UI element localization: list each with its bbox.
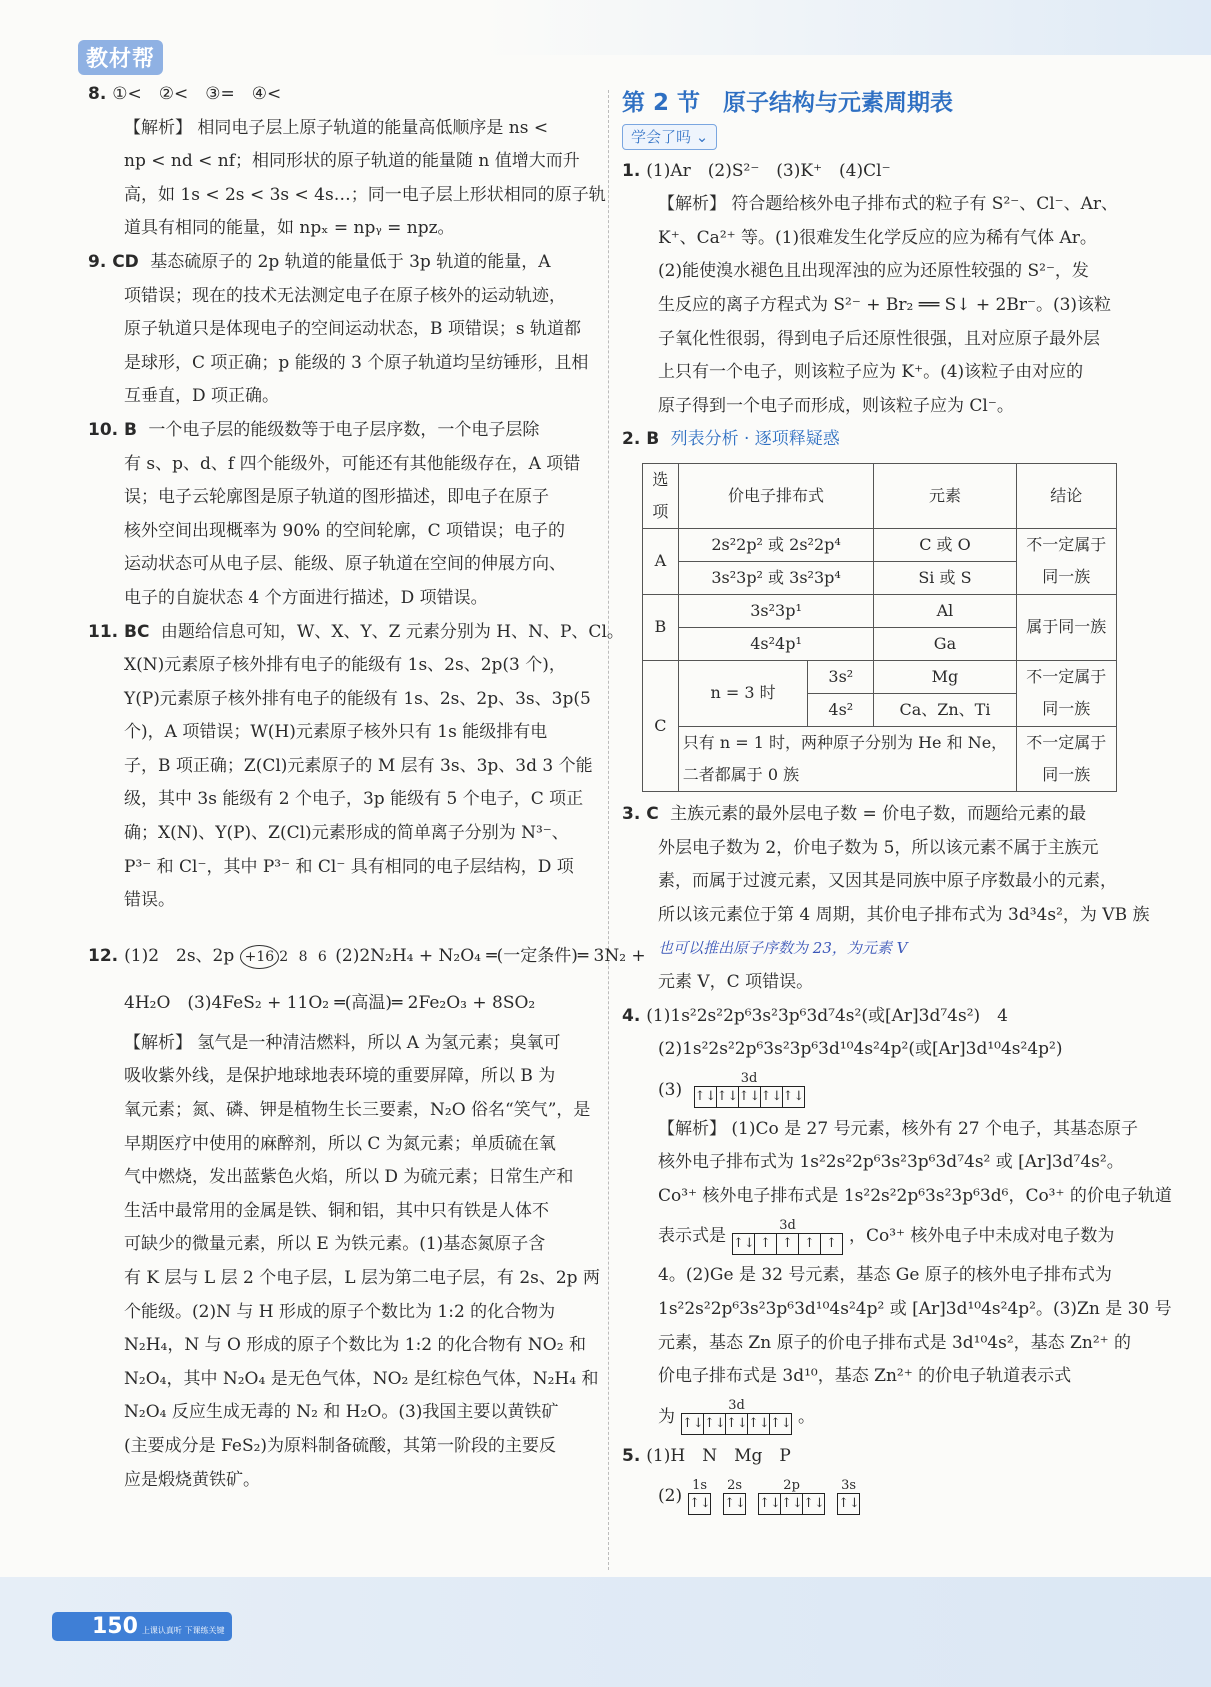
text-line: N₂H₄，N 与 O 形成的原子个数比为 1:2 的化合物有 NO₂ 和 (124, 1335, 586, 1356)
cell: C 或 O (874, 528, 1016, 561)
orbital-box: ↑↓ (759, 1494, 781, 1514)
cell: 4s² (808, 693, 874, 726)
text: 。 (798, 1406, 815, 1427)
orbital-label: 2p (783, 1477, 800, 1493)
text-line: 核外空间出现概率为 90% 的空间轮廓，C 项错误；电子的 (124, 520, 566, 541)
q4-orbital-answer (622, 1067, 1127, 1113)
text-line: 核外电子排布式为 1s²2s²2p⁶3s²3p⁶3d⁷4s² 或 [Ar]3d⁷4s²。 (658, 1152, 1124, 1173)
orbital-box: ↑↓ (739, 1087, 761, 1107)
answer: 基态硫原子的 2p 轨道的能量低于 3p 轨道的能量，A (150, 251, 551, 272)
section-title: 第 2 节 原子结构与元素周期表 (622, 90, 954, 116)
answer: (1)2 2s、2p (124, 945, 235, 966)
q10-analysis (88, 448, 593, 616)
text-line: 【解析】 (1)Co 是 27 号元素，核外有 27 个电子，其基态原子 (658, 1118, 1139, 1139)
page-number: 150 (92, 1614, 138, 1639)
orbital-boxes (758, 1493, 825, 1515)
text-line: 道具有相同的能量，如 npₓ = npᵧ = npz。 (124, 218, 455, 239)
cell: 不一定属于同一族 (1016, 528, 1116, 594)
orbital-box: ↑ (755, 1234, 777, 1254)
text-line: 确；X(N)、Y(P)、Z(Cl)元素形成的简单离子分别为 N³⁻、 (124, 823, 569, 844)
q3-analysis (622, 832, 1150, 933)
q-number: 12. (88, 945, 119, 966)
orbital-label: 3d (779, 1217, 796, 1233)
cell: B (643, 594, 679, 660)
page-number-badge (52, 1612, 232, 1641)
q2-answer (622, 423, 1127, 457)
orbital-box: ↑↓ (724, 1495, 746, 1511)
orbital-box: ↑↓ (803, 1495, 825, 1511)
text-line: 【解析】 相同电子层上原子轨道的能量高低顺序是 ns < (124, 117, 549, 138)
orbital-diagram (726, 1219, 849, 1255)
q10-answer (88, 414, 593, 448)
text-line: 原子得到一个电子而形成，则该粒子应为 Cl⁻。 (658, 395, 1014, 416)
text: 为 (658, 1406, 675, 1427)
orbital-box: ↑↓ (733, 1234, 755, 1254)
column-divider (608, 90, 609, 1570)
answer: ①< ②< ③= ④< (112, 84, 282, 104)
orbital-box: ↑↓ (682, 1414, 704, 1434)
q12-answer (88, 934, 646, 979)
cell: 4s²4p¹ (678, 627, 874, 660)
text-line: X(N)元素原子核外排有电子的能级有 1s、2s、2p(3 个)， (124, 655, 566, 676)
orbital-label: 1s (692, 1477, 708, 1493)
q-number: 1. (622, 160, 641, 181)
top-band (0, 0, 1211, 55)
text-line: 子，B 项正确；Z(Cl)元素原子的 M 层有 3s、3p、3d 3 个能 (124, 755, 593, 776)
text-line: Co³⁺ 核外电子排布式是 1s²2s²2p⁶3s²3p⁶3d⁶，Co³⁺ 的价电子轨道 (658, 1185, 1172, 1206)
text-line: 错误。 (124, 890, 175, 911)
answer: (1)1s²2s²2p⁶3s²3p⁶3d⁷4s²(或[Ar]3d⁷4s²) 4 (646, 1005, 1008, 1026)
co-orbital-line (622, 1213, 1127, 1259)
orbital-diagram (675, 1399, 798, 1435)
analysis-table (642, 463, 1117, 792)
brand-logo: 教材帮 (78, 40, 163, 75)
orbital-box: ↑↓ (704, 1414, 726, 1434)
text-line: 项错误；现在的技术无法测定电子在原子核外的运动轨迹， (124, 285, 566, 306)
cell: 3s² (808, 660, 874, 693)
text-line: 吸收紫外线，是保护地球地表环境的重要屏障，所以 B 为 (124, 1066, 556, 1087)
cell: Ga (874, 627, 1016, 660)
orbital-box: ↑↓ (770, 1416, 792, 1432)
cell: n = 3 时 (678, 660, 807, 726)
orbital-boxes (694, 1086, 805, 1108)
text-line: 气中燃烧，发出蓝紫色火焰，所以 D 为硫元素；日常生产和 (124, 1167, 574, 1188)
cell: Ca、Zn、Ti (874, 693, 1016, 726)
orbital-diagram (682, 1479, 717, 1515)
text-line: 误；电子云轮廓图是原子轨道的图形描述，即电子在原子 (124, 487, 549, 508)
orbital-box: ↑↓ (761, 1087, 783, 1107)
orbital-box: ↑↓ (717, 1087, 739, 1107)
orbital-box: ↑↓ (781, 1494, 803, 1514)
text-line: 原子轨道只是体现电子的空间运动状态，B 项错误；s 轨道都 (124, 319, 582, 340)
text-line: 可缺少的微量元素，所以 E 为铁元素。(1)基态氮原子含 (124, 1234, 546, 1255)
text-line: Y(P)元素原子核外排有电子的能级有 1s、2s、2p、3s、3p(5 (124, 688, 591, 709)
q4-analysis (622, 1113, 1172, 1214)
text-line: 互垂直，D 项正确。 (124, 386, 280, 407)
orbital-box: ↑↓ (695, 1087, 717, 1107)
part-label: (3) (658, 1079, 683, 1100)
atom-structure-diagram: +16 (240, 945, 280, 969)
q11-answer (88, 616, 624, 650)
cell: 属于同一族 (1016, 594, 1116, 660)
orbital-box: ↑↓ (689, 1495, 711, 1511)
q1-answer (622, 155, 1127, 189)
orbital-diagram (752, 1479, 831, 1515)
orbital-box: ↑ (777, 1234, 799, 1254)
orbital-boxes (723, 1493, 746, 1515)
answer: (1)H N Mg P (646, 1445, 791, 1466)
orbital-diagram (831, 1479, 866, 1515)
cell: A (643, 528, 679, 594)
orbital-box: ↑ (799, 1234, 821, 1254)
text-line: 外层电子数为 2，价电子数为 5，所以该元素不属于主族元 (658, 837, 1099, 858)
text-line: np < nd < nf；相同形状的原子轨道的能量随 n 值增大而升 (124, 151, 580, 172)
text-line: 个能级。(2)N 与 H 形成的原子个数比为 1:2 的化合物为 (124, 1301, 556, 1322)
q8-answer (88, 78, 593, 112)
text-line: 有 s、p、d、f 四个能级外，可能还有其他能级存在，A 项错 (124, 453, 581, 474)
text-line: 子氧化性很弱，得到电子后还原性很强，且对应原子最外层 (658, 328, 1100, 349)
handwritten-note: 也可以推出原子序数为 23，为元素 V (658, 939, 908, 958)
orbital-diagram (717, 1479, 752, 1515)
part-label: (2) (658, 1486, 683, 1507)
text-line: 个)，A 项错误；W(H)元素原子核外只有 1s 能级排有电 (124, 722, 548, 743)
equation: (2)2N₂H₄ + N₂O₄ ═(一定条件)═ 3N₂ + (335, 945, 646, 966)
q8-analysis (88, 112, 606, 246)
orbital-boxes (688, 1493, 711, 1515)
cell: 3s²3p² 或 3s²3p⁴ (678, 561, 874, 594)
text-line: 元素，基态 Zn 原子的价电子排布式是 3d¹⁰4s²，基态 Zn²⁺ 的 (658, 1332, 1132, 1353)
orbital-label: 3d (740, 1071, 758, 1087)
orbital-label: 3d (728, 1398, 745, 1414)
electron-shells: 2 8 6 (279, 948, 330, 965)
text-line: (2)能使溴水褪色且出现浑浊的应为还原性较强的 S²⁻，发 (658, 261, 1089, 282)
orbital-boxes (681, 1413, 792, 1435)
section-badge[interactable]: 学会了吗 ⌄ (622, 124, 717, 150)
text-line: 【解析】 符合题给核外电子排布式的粒子有 S²⁻、Cl⁻、Ar、 (658, 194, 1119, 215)
q9-analysis (88, 280, 593, 414)
header: 元素 (874, 463, 1016, 528)
text-line: 是球形，C 项正确；p 能级的 3 个原子轨道均呈纺锤形，且相 (124, 352, 589, 373)
answer: (2)1s²2s²2p⁶3s²3p⁶3d¹⁰4s²4p²(或[Ar]3d¹⁰4s²4p²) (658, 1039, 1063, 1060)
answer: 一个电子层的能级数等于电子层序数，一个电子层除 (148, 419, 540, 440)
cell: 2s²2p² 或 2s²2p⁴ (678, 528, 874, 561)
text-line: 1s²2s²2p⁶3s²3p⁶3d¹⁰4s²4p² 或 [Ar]3d¹⁰4s²4p²。(3)Zn 是 30 号 (658, 1299, 1172, 1320)
footer-slogan: 上课认真听 下课练关键 (141, 1626, 225, 1635)
orbital-boxes (732, 1233, 843, 1255)
q5-orbital-answer (622, 1473, 1127, 1519)
header: 价电子排布式 (678, 463, 874, 528)
text-line: 有 K 层与 L 层 2 个电子层，L 层为第二电子层，有 2s、2p 两 (124, 1268, 600, 1288)
text-line: 生活中最常用的金属是铁、铜和铝，其中只有铁是人体不 (124, 1200, 549, 1221)
orbital-box: ↑↓ (838, 1495, 860, 1511)
cell: 3s²3p¹ (678, 594, 874, 627)
text-line: 素，而属于过渡元素，又因其是同族中原子序数最小的元素， (658, 871, 1117, 892)
subtitle: 列表分析 · 逐项释疑惑 (670, 429, 840, 450)
q12-analysis (88, 1027, 600, 1497)
text-line: N₂O₄，其中 N₂O₄ 是无色气体，NO₂ 是红棕色气体，N₂H₄ 和 (124, 1368, 599, 1389)
q-number: 11. BC (88, 621, 150, 642)
text-line: 4。(2)Ge 是 32 号元素，基态 Ge 原子的核外电子排布式为 (658, 1265, 1112, 1286)
q-number: 3. C (622, 803, 659, 824)
orbital-diagram (688, 1072, 811, 1108)
q4-answer (622, 1000, 1127, 1034)
q3-analysis-end: 元素 V，C 项错误。 (658, 971, 814, 992)
cell: C (643, 660, 679, 791)
equation: 4H₂O (3)4FeS₂ + 11O₂ ═(高温)═ 2Fe₂O₃ + 8SO₂ (124, 992, 536, 1013)
orbital-box: ↑↓ (726, 1414, 748, 1434)
orbital-label: 2s (727, 1477, 743, 1493)
right-column (622, 78, 1172, 1519)
text-line: 价电子排布式是 3d¹⁰，基态 Zn²⁺ 的价电子轨道表示式 (658, 1366, 1072, 1387)
q4-analysis-cont (622, 1259, 1172, 1393)
q-number: 9. CD (88, 251, 139, 272)
q3-answer (622, 798, 1127, 832)
orbital-box: ↑ (826, 1235, 837, 1251)
orbital-box: ↑↓ (748, 1414, 770, 1434)
text-line: 级，其中 3s 能级有 2 个电子，3p 能级有 5 个电子，C 项正 (124, 789, 584, 810)
text-line: 氧元素；氮、磷、钾是植物生长三要素，N₂O 俗名“笑气”，是 (124, 1100, 591, 1121)
text-line: 所以该元素位于第 4 周期，其价电子排布式为 3d³4s²，为 VB 族 (658, 904, 1150, 925)
text: ，Co³⁺ 核外电子中未成对电子数为 (849, 1226, 1115, 1247)
answer: (1)Ar (2)S²⁻ (3)K⁺ (4)Cl⁻ (646, 160, 891, 181)
header: 结论 (1016, 463, 1116, 528)
text-line: 应是煅烧黄铁矿。 (124, 1469, 260, 1490)
answer: 由题给信息可知，W、X、Y、Z 元素分别为 H、N、P、Cl。 (160, 621, 624, 642)
text-line: P³⁻ 和 Cl⁻，其中 P³⁻ 和 Cl⁻ 具有相同的电子层结构，D 项 (124, 856, 574, 877)
orbital-box: ↑↓ (782, 1089, 805, 1105)
text-line: 【解析】 氢气是一种清洁燃料，所以 A 为氢元素；臭氧可 (124, 1032, 561, 1053)
q-number: 10. B (88, 419, 137, 440)
cell: Al (874, 594, 1016, 627)
text-line: 运动状态可从电子层、能级、原子轨道在空间的伸展方向、 (124, 554, 566, 575)
orbital-label: 3s (841, 1477, 857, 1493)
cell: Mg (874, 660, 1016, 693)
text-line: 早期医疗中使用的麻醉剂，所以 C 为氮元素；单质硫在氧 (124, 1133, 556, 1154)
text-line: 电子的自旋状态 4 个方面进行描述，D 项错误。 (124, 587, 488, 608)
zn-orbital-line (622, 1394, 1127, 1440)
orbital-boxes (837, 1493, 860, 1515)
text-line: K⁺、Ca²⁺ 等。(1)很难发生化学反应的应为稀有气体 Ar。 (658, 227, 1097, 248)
text-line: 生反应的离子方程式为 S²⁻ + Br₂ ══ S↓ + 2Br⁻。(3)该粒 (658, 294, 1112, 315)
q-number: 4. (622, 1005, 641, 1026)
cell: 只有 n = 1 时，两种原子分别为 He 和 Ne，二者都属于 0 族 (678, 726, 1016, 791)
text: 表示式是 (658, 1226, 726, 1247)
cell: Si 或 S (874, 561, 1016, 594)
cell: 不一定属于同一族 (1016, 660, 1116, 726)
q5-answer (622, 1440, 1127, 1474)
q-number: 2. B (622, 429, 660, 450)
q9-answer (88, 246, 593, 280)
q1-analysis (622, 188, 1127, 423)
header: 选项 (643, 463, 679, 528)
answer: 主族元素的最外层电子数 = 价电子数，而题给元素的最 (670, 803, 1087, 824)
text-line: 上只有一个电子，则该粒子应为 K⁺。(4)该粒子由对应的 (658, 362, 1084, 383)
text-line: N₂O₄ 反应生成无毒的 N₂ 和 H₂O。(3)我国主要以黄铁矿 (124, 1402, 559, 1423)
q11-analysis (88, 649, 593, 918)
q-number: 5. (622, 1445, 641, 1466)
text-line: 高，如 1s < 2s < 3s < 4s…；同一电子层上形状相同的原子轨 (124, 184, 606, 205)
text-line: (主要成分是 FeS₂)为原料制备硫酸，其第一阶段的主要反 (124, 1435, 557, 1456)
cell: 不一定属于同一族 (1016, 726, 1116, 791)
q-number: 8. (88, 84, 107, 104)
